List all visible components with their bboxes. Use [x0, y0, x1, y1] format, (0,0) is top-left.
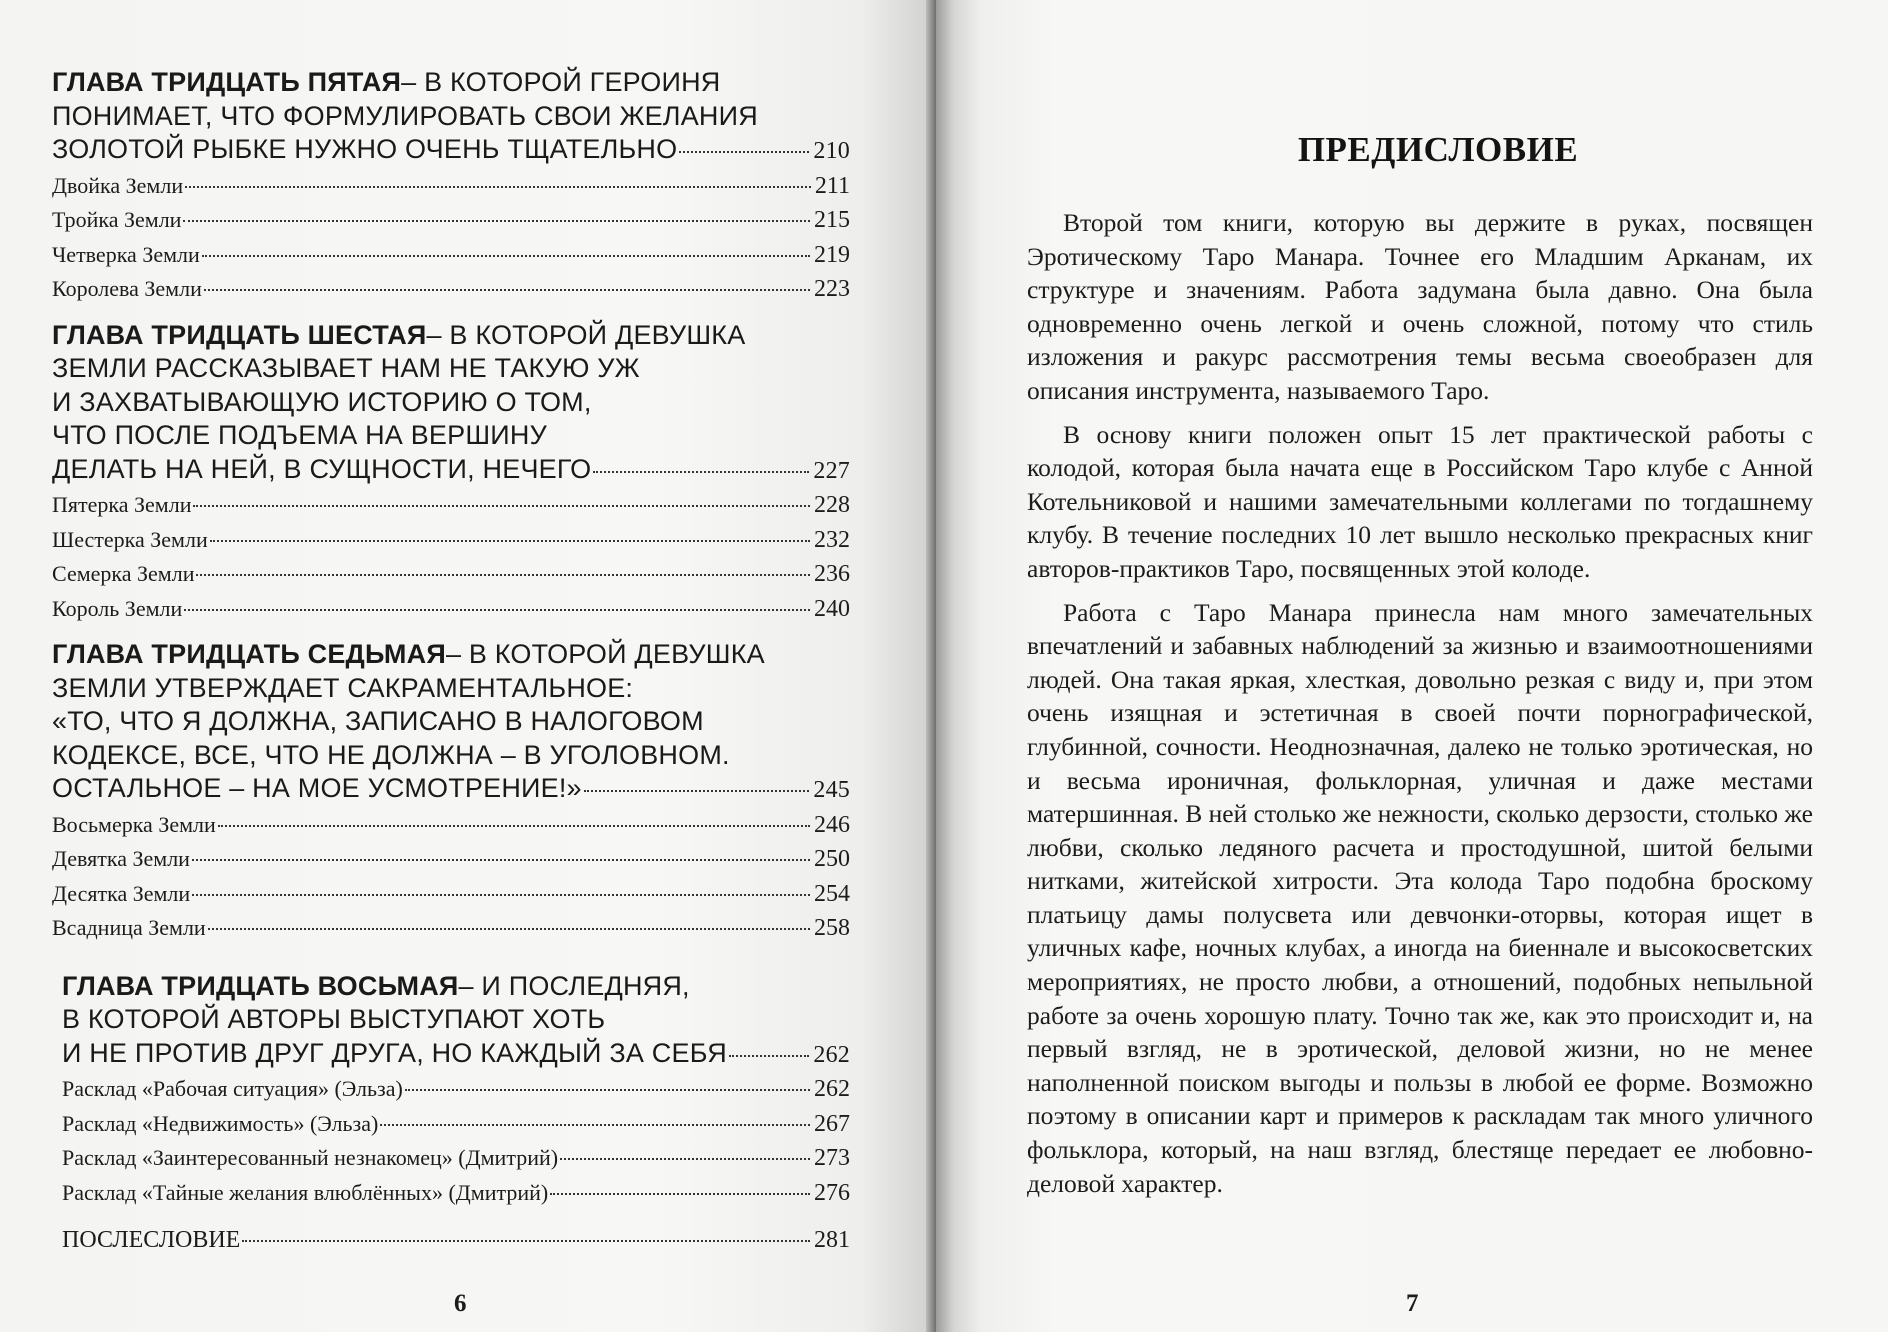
entry-page-number: 254 — [814, 880, 850, 907]
toc-chapter-37 — [52, 638, 850, 808]
preface-title: ПРЕДИСЛОВИЕ — [1297, 130, 1579, 169]
entry-label: Девятка Земли — [52, 846, 190, 871]
page-number-right: 7 — [1406, 1290, 1419, 1317]
dot-leader — [550, 1193, 810, 1195]
chapter-subtitle-line: – В КОТОРОЙ ДЕВУШКА — [426, 319, 746, 350]
entry-page-number: 273 — [814, 1145, 850, 1171]
entry-label: Семерка Земли — [52, 561, 195, 586]
dot-leader — [729, 1055, 809, 1057]
chapter-title: ГЛАВА ТРИДЦАТЬ ШЕСТАЯ — [52, 319, 427, 350]
entry-label: Расклад «Рабочая ситуация» (Эльза) — [62, 1076, 403, 1101]
entry-page-number: 228 — [814, 492, 850, 518]
toc-entry[interactable] — [52, 1107, 850, 1142]
dot-leader — [202, 255, 810, 257]
chapter-subtitle-line: ДЕЛАТЬ НА НЕЙ, В СУЩНОСТИ, НЕЧЕГО — [52, 453, 592, 484]
entry-label: Расклад «Тайные желания влюблённых» (Дмитрий) — [62, 1179, 549, 1205]
entry-label: Восьмерка Земли — [52, 811, 216, 837]
toc-entry[interactable] — [52, 1072, 850, 1107]
chapter-subtitle-line: «ТО, ЧТО Я ДОЛЖНА, ЗАПИСАНО В НАЛОГОВОМ — [52, 706, 704, 736]
preface-paragraph: Работа с Таро Манара принесла нам много замечательных впечатлений и забавных наблюдений за жизнью и взаимоотношениями людей. Она такая яркая, хлесткая, довольно резкая с виду и, при этом очень изящная и эстетичная в своей почти порнографической, глубинной, сочности. Неоднозначная, далеко не только эротическая, но и весьма ироничная, фольклорная, уличная и даже местами матершинная. В ней столько же нежности, сколько дерзости, столько же любви, сколько ледяного расчета и простодушной, шитой белыми нитками, житейской хитрости. Эта колода Таро подобна броскому платьицу дамы полусвета или девчонки-оторвы, которая ищет в уличных кафе, ночных клубах, а иногда на биеннале и высокосветских мероприятиях, не просто любви, а отношений, подобных непыльной работе за очень хорошую плату. Точно так же, как это происходит и, на первый взгляд, не в эротической, деловой жизни, но не менее наполненной поиском выгоды и пользы в любой ее форме. Возможно поэтому в описании карт и примеров к раскладам так много уличного фольклора, который, на наш взгляд, блестяще передает ее любовно-деловой характер. — [1027, 597, 1813, 1198]
dot-leader — [192, 859, 810, 861]
chapter-subtitle-line: – И ПОСЛЕДНЯЯ, — [458, 970, 690, 1001]
dot-leader — [593, 471, 809, 473]
entry-page-number: 232 — [814, 526, 850, 553]
dot-leader — [204, 289, 810, 291]
entry-page-number: 262 — [814, 1076, 850, 1102]
dot-leader — [185, 186, 811, 188]
entry-label: Четверка Земли — [52, 241, 200, 267]
chapter-title: ГЛАВА ТРИДЦАТЬ ВОСЬМАЯ — [62, 970, 459, 1001]
toc-entry[interactable] — [52, 877, 850, 912]
toc-chapter-38 — [52, 970, 850, 1073]
dot-leader — [405, 1089, 810, 1091]
entry-label: Шестерка Земли — [52, 526, 208, 552]
entry-label: Десятка Земли — [52, 880, 191, 906]
entry-page-number: 276 — [814, 1179, 850, 1206]
entry-label: Королева Земли — [52, 276, 202, 301]
preface-paragraph: Второй том книги, которую вы держите в руках, посвящен Эротическому Таро Манара. Точнее его Младшим Арканам, их структуре и значениям. Работа задумана была давно. Она была одновременно очень легкой и очень сложной, потому что стиль изложения и ракурс рассмотрения темы весьма своеобразен для описания инструмента, называемого Таро. — [1027, 208, 1813, 405]
toc-entry[interactable] — [52, 808, 850, 843]
toc-entry[interactable] — [52, 842, 850, 877]
chapter-subtitle-line: В КОТОРОЙ АВТОРЫ ВЫСТУПАЮТ ХОТЬ — [62, 1004, 606, 1034]
chapter-subtitle-line: ЧТО ПОСЛЕ ПОДЪЕМА НА ВЕРШИНУ — [52, 420, 547, 450]
chapter-subtitle-line: – В КОТОРОЙ ДЕВУШКА — [445, 639, 765, 669]
dot-leader — [218, 825, 810, 827]
page-number-left: 6 — [454, 1290, 467, 1317]
chapter-subtitle-line: И ЗАХВАТЫВАЮЩУЮ ИСТОРИЮ О ТОМ, — [52, 386, 592, 417]
chapter-subtitle-line: ПОНИМАЕТ, ЧТО ФОРМУЛИРОВАТЬ СВОИ ЖЕЛАНИЯ — [52, 100, 758, 131]
preface-paragraph: В основу книги положен опыт 15 лет практической работы с колодой, которая была начата еще в Российском Таро клубе с Анной Котельниковой и нашими замечательными коллегами по тогдашнему клубу. В течение последних 10 лет вышло несколько прекрасных книг авторов-практиков Таро, посвященных этой колоде. — [1027, 419, 1813, 583]
toc-entry[interactable] — [52, 488, 850, 523]
entry-label: Всадница Земли — [52, 915, 206, 940]
toc-entry[interactable] — [52, 523, 850, 558]
toc-entry[interactable] — [52, 238, 850, 273]
toc-entry[interactable] — [52, 203, 850, 238]
entry-page-number: 240 — [814, 595, 850, 622]
dot-leader — [242, 1240, 810, 1242]
toc-entry[interactable] — [52, 592, 850, 627]
dot-leader — [208, 928, 810, 930]
entry-label: Пятерка Земли — [52, 492, 192, 517]
entry-label: Расклад «Недвижимость» (Эльза) — [62, 1110, 379, 1136]
entry-page-number: 267 — [814, 1110, 850, 1137]
entry-label: Двойка Земли — [52, 172, 184, 198]
dot-leader — [193, 505, 810, 507]
entry-label: Расклад «Заинтересованный незнакомец» (Дмитрий) — [62, 1145, 559, 1170]
entry-page-number: 219 — [814, 241, 850, 268]
chapter-subtitle-line: И НЕ ПРОТИВ ДРУГ ДРУГА, НО КАЖДЫЙ ЗА СЕБЯ — [62, 1037, 728, 1068]
toc-entry[interactable] — [52, 1176, 850, 1211]
entry-page-number: 258 — [814, 915, 850, 941]
afterword-page-number: 281 — [814, 1227, 850, 1253]
dot-leader — [584, 790, 810, 792]
dot-leader — [184, 609, 810, 611]
toc-entry[interactable] — [52, 557, 850, 592]
chapter-title: ГЛАВА ТРИДЦАТЬ ПЯТАЯ — [52, 67, 402, 97]
entry-page-number: 250 — [814, 846, 850, 872]
toc-chapter-36 — [52, 319, 850, 489]
dot-leader — [560, 1158, 810, 1160]
entry-page-number: 246 — [814, 811, 850, 838]
entry-page-number: 211 — [814, 172, 850, 199]
dot-leader — [196, 574, 810, 576]
chapter-subtitle-line: КОДЕКСЕ, ВСЕ, ЧТО НЕ ДОЛЖНА – В УГОЛОВНОМ. — [52, 739, 730, 770]
afterword-label: ПОСЛЕСЛОВИЕ — [62, 1227, 241, 1253]
toc-entry[interactable] — [52, 169, 850, 204]
left-page — [0, 0, 936, 1332]
dot-leader — [679, 151, 809, 153]
toc-entry[interactable] — [52, 911, 850, 946]
toc-afterword[interactable] — [52, 1224, 850, 1258]
toc-entry[interactable] — [52, 1141, 850, 1176]
toc-entry[interactable] — [52, 272, 850, 307]
dot-leader — [380, 1124, 810, 1126]
dot-leader — [183, 220, 810, 222]
dot-leader — [210, 540, 810, 542]
chapter-page-number: 227 — [813, 457, 850, 484]
dot-leader — [192, 894, 810, 896]
preface — [1027, 130, 1813, 1210]
entry-page-number: 236 — [814, 561, 850, 587]
chapter-subtitle-line: ЗЕМЛИ РАССКАЗЫВАЕТ НАМ НЕ ТАКУЮ УЖ — [52, 353, 640, 383]
chapter-subtitle-line: ЗЕМЛИ УТВЕРЖДАЕТ САКРАМЕНТАЛЬНОЕ: — [52, 672, 634, 703]
chapter-page-number: 245 — [813, 777, 850, 803]
table-of-contents — [52, 66, 850, 1258]
chapter-page-number: 210 — [813, 138, 850, 164]
chapter-subtitle-line: ОСТАЛЬНОЕ – НА МОЕ УСМОТРЕНИЕ!» — [52, 773, 582, 803]
entry-label: Тройка Земли — [52, 207, 182, 232]
chapter-subtitle-line: – В КОТОРОЙ ГЕРОИНЯ — [401, 67, 721, 97]
chapter-title: ГЛАВА ТРИДЦАТЬ СЕДЬМАЯ — [52, 639, 446, 669]
toc-chapter-35 — [52, 66, 850, 169]
entry-label: Король Земли — [52, 595, 183, 621]
chapter-subtitle-line: ЗОЛОТОЙ РЫБКЕ НУЖНО ОЧЕНЬ ТЩАТЕЛЬНО — [52, 134, 678, 164]
entry-page-number: 215 — [814, 207, 850, 233]
entry-page-number: 223 — [814, 276, 850, 302]
chapter-page-number: 262 — [813, 1041, 850, 1068]
